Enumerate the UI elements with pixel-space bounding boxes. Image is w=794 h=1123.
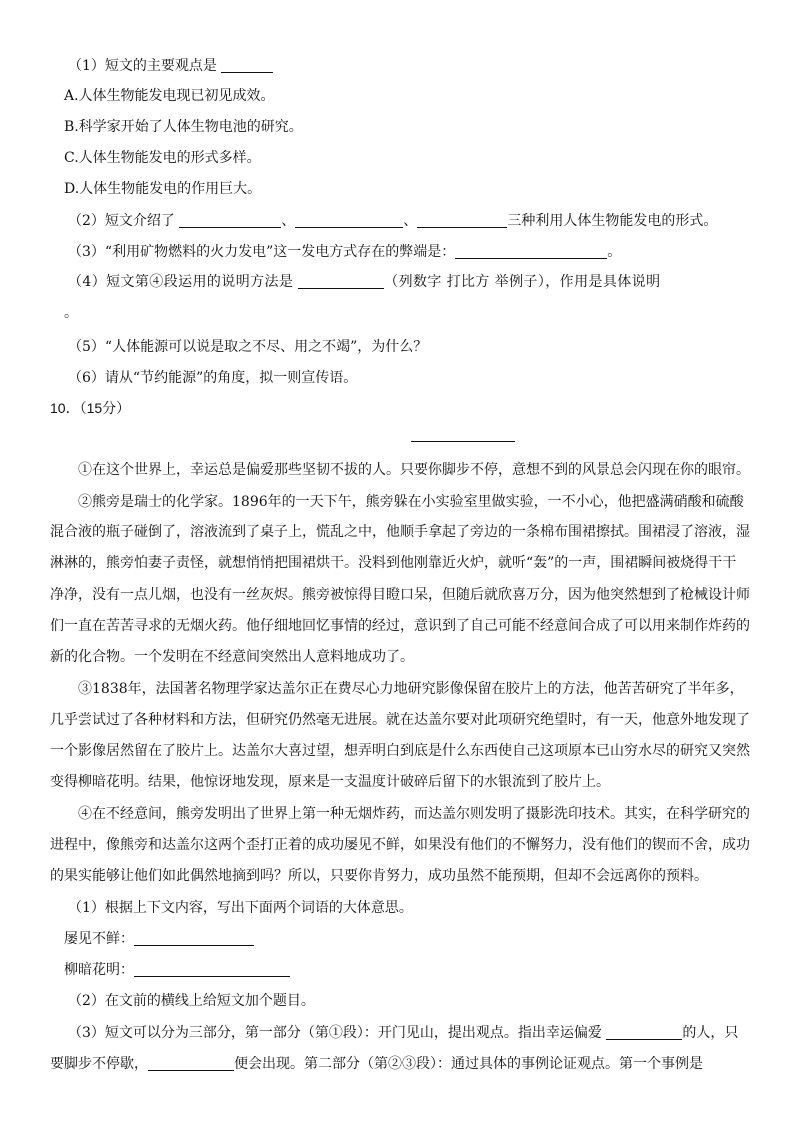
q9-sub2-tail: 三种利用人体生物能发电的形式。: [507, 213, 718, 229]
q10-paragraph-2-line: 淋淋的，熊旁怕妻子责怪，就想悄悄把围裙烘干。没料到他刚靠近火炉，就听“轰”的一声，围裙瞬间被烧得干干: [50, 555, 737, 571]
q9-sub1: [68, 56, 273, 76]
q9-option-a: A.人体生物能发电现已初见成效。: [64, 88, 275, 104]
q9-option-c: C.人体生物能发电的形式多样。: [64, 150, 261, 166]
answer-blank[interactable]: [148, 1056, 234, 1071]
q10-paragraph-2-line: 们一直在苦苦寻求的无烟火药。他仔细地回忆事情的经过，意识到了自己可能不经意间合成了可以用来制作炸药的: [50, 618, 750, 634]
q9-option-d: D.人体生物能发电的作用巨大。: [64, 181, 262, 197]
q9-sub4: [68, 272, 660, 292]
answer-blank[interactable]: [179, 213, 281, 228]
answer-blank[interactable]: [134, 962, 290, 977]
q9-sub2: [68, 211, 717, 231]
q10-paragraph-4-line: 进程中，像熊旁和达盖尔这两个歪打正着的成功屡见不鲜，如果没有他们的不懈努力，没有他们的锲而不舍，成功: [50, 837, 750, 853]
q10-sub3-cont: [50, 1054, 703, 1074]
q10-paragraph-3-line: ③1838年，法国著名物理学家达盖尔正在费尽心力地研究影像保留在胶片上的方法，他苦苦研究了半年多，: [78, 681, 744, 697]
q10-paragraph-2-line: ②熊旁是瑞士的化学家。1896年的一天下午，熊旁躲在小实验室里做实验，一不小心，他把盛满硝酸和硫酸: [78, 494, 744, 510]
q9-sub6: （6）请从“节约能源”的角度，拟一则宣传语。: [68, 370, 358, 386]
q10-sub3: [68, 1023, 738, 1043]
q10-sub2: （2）在文前的横线上给短文加个题目。: [68, 993, 315, 1009]
answer-blank[interactable]: [455, 244, 607, 259]
q9-sub2-text: （2）短文介绍了: [68, 213, 175, 229]
q10-heading: 10．（15分）: [50, 400, 131, 416]
answer-blank[interactable]: [417, 213, 507, 228]
q10-sub3-cont-tail: 便会出现。第二部分（第②③段）：通过具体的事例论证观点。第一个事例是: [234, 1056, 703, 1072]
q10-word-1: [64, 929, 254, 949]
separator: 、: [403, 213, 418, 229]
q10-paragraph-4-line: ④在不经意间，熊旁发明出了世界上第一种无烟炸药，而达盖尔则发明了摄影洗印技术。其实，在科学研究的: [78, 806, 750, 822]
answer-blank[interactable]: [295, 213, 403, 228]
q9-sub3: [68, 242, 621, 262]
q10-sub1: （1）根据上下文内容，写出下面两个词语的大体意思。: [68, 900, 413, 916]
q10-paragraph-3-line: 几乎尝试过了各种材料和方法，但研究仍然毫无进展。就在达盖尔要对此项研究绝望时，有一天，他意外地发现了: [50, 712, 750, 728]
q10-word-2: [64, 960, 290, 980]
q10-sub3-mid: 的人，只: [682, 1025, 739, 1041]
q9-sub3-text: （3）“利用矿物燃料的火力发电”这一发电方式存在的弊端是：: [68, 244, 456, 260]
q10-paragraph-3-line: 变得柳暗花明。结果，他惊讶地发现，原来是一支温度计破碎后留下的水银流到了胶片上。: [50, 774, 610, 790]
q10-paragraph-2-line: 净净，没有一点儿烟，也没有一丝灰烬。熊旁被惊得目瞪口呆，但随后就欣喜万分，因为他突然想到了枪械设计师: [50, 587, 750, 603]
q10-sub3-text: （3）短文可以分为三部分，第一部分（第①段）：开门见山，提出观点。指出幸运偏爱: [68, 1025, 602, 1041]
q9-option-b: B.科学家开始了人体生物电池的研究。: [64, 119, 303, 135]
q10-sub3-cont-text: 要脚步不停歇，: [50, 1056, 148, 1072]
answer-blank[interactable]: [298, 274, 384, 289]
q9-sub4-tail: （列数字 打比方 举例子），作用是具体说明: [384, 274, 661, 290]
q10-paragraph-2-line: 混合液的瓶子碰倒了，溶液流到了桌子上，慌乱之中，他顺手拿起了旁边的一条棉布围裙擦拭。围裙浸了溶液，湿: [50, 524, 750, 540]
word-label: 柳暗花明：: [64, 962, 134, 978]
q9-sub4-end: 。: [64, 305, 78, 321]
q9-sub5: （5）“人体能源可以说是取之不尽、用之不竭”，为什么？: [68, 339, 428, 355]
answer-blank[interactable]: [606, 1025, 682, 1040]
answer-blank[interactable]: [134, 931, 254, 946]
period: 。: [607, 244, 622, 260]
word-label: 屡见不鲜：: [64, 931, 134, 947]
q10-paragraph-1: ①在这个世界上，幸运总是偏爱那些坚韧不拔的人。只要你脚步不停，意想不到的风景总会闪现在你的眼帘。: [78, 462, 750, 478]
q10-paragraph-4-line: 的果实能够让他们如此偶然地摘到吗？所以，只要你肯努力，成功虽然不能预期，但却不会远离你的预料。: [50, 868, 708, 884]
title-answer-blank[interactable]: [411, 441, 515, 442]
q9-sub1-text: （1）短文的主要观点是: [68, 58, 217, 74]
q9-sub4-text: （4）短文第④段运用的说明方法是: [68, 274, 294, 290]
separator: 、: [281, 213, 296, 229]
q10-paragraph-3-line: 一个影像居然留在了胶片上。达盖尔大喜过望，想弄明白到底是什么东西使自己这项原本已山穷水尽的研究又突然: [50, 743, 750, 759]
q10-paragraph-2-line: 新的化合物。一个发明在不经意间突然出人意料地成功了。: [50, 649, 414, 665]
answer-blank[interactable]: [221, 58, 273, 73]
